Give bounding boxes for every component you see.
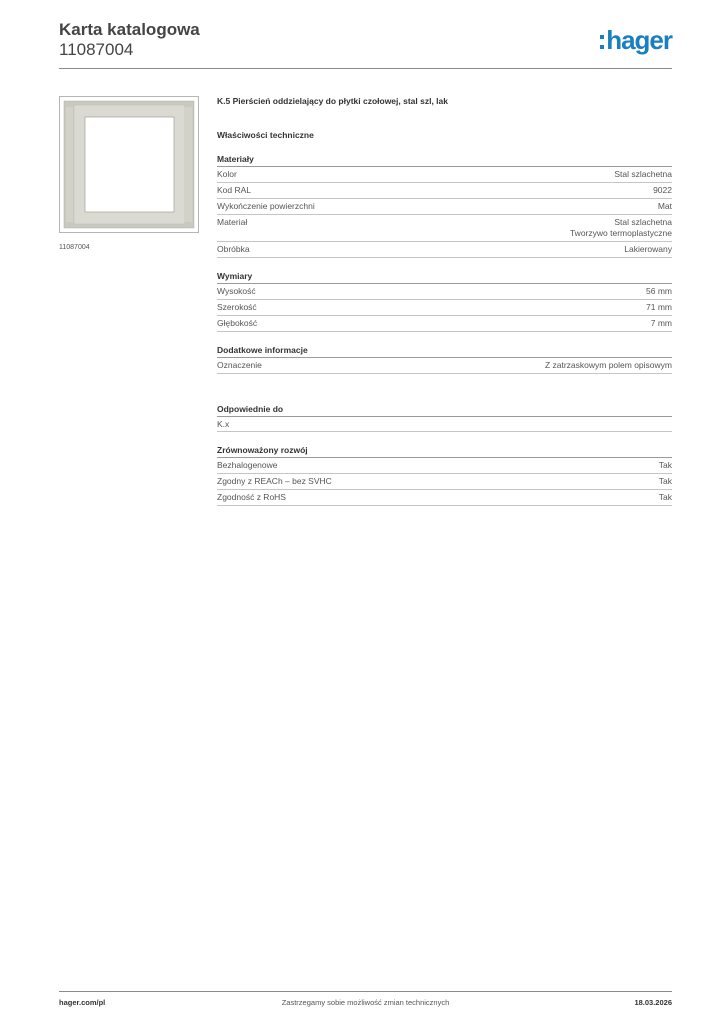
spec-section [217,270,672,332]
product-title: K.5 Pierścień oddzielający do płytki czołowej, stal szl, lak [217,96,449,106]
spec-value: 71 mm [646,302,672,312]
spec-value: Tworzywo termoplastyczne [569,228,672,238]
spec-row [217,215,672,242]
spec-row [217,284,672,300]
spec-label: Kolor [217,169,237,179]
spec-label: Wykończenie powierzchni [217,201,315,211]
spec-row [217,490,672,506]
spec-values [651,318,672,329]
spec-values [659,460,672,471]
spec-label: K.x [217,419,230,429]
hager-logo [600,27,672,53]
product-details [217,95,672,506]
spec-label: Wysokość [217,286,256,296]
section-heading: Wymiary [217,270,672,284]
spec-values [614,169,672,180]
spec-values [659,476,672,487]
spec-row [217,458,672,474]
spec-sections [217,153,672,506]
footer-divider [59,991,672,992]
logo-text: hager [606,25,672,55]
spec-value: Mat [657,201,672,211]
spec-row [217,242,672,258]
section-heading: Zrównoważony rozwój [217,444,672,458]
spec-row [217,474,672,490]
spec-value: Tak [658,476,672,486]
section-heading: Dodatkowe informacje [217,344,672,358]
page-header [59,20,672,68]
spec-values [624,244,672,255]
spec-value: Z zatrzaskowym polem opisowym [544,360,672,370]
spec-value: 9022 [653,185,672,195]
spec-section [217,153,672,258]
spec-section [217,344,672,374]
spec-label: Kod RAL [217,185,252,195]
spec-label: Zgodny z REACh – bez SVHC [217,476,332,486]
spec-row [217,183,672,199]
spec-label: Szerokość [217,302,257,312]
spec-label: Bezhalogenowe [217,460,278,470]
header-divider [59,68,672,69]
spec-row [217,358,672,374]
spec-row [217,199,672,215]
spec-value: 56 mm [646,286,672,296]
spec-values [658,201,672,212]
tech-heading: Właściwości techniczne [217,130,314,140]
logo-colon-icon [600,35,604,49]
separation-frame-icon [60,97,198,232]
footer-disclaimer: Zastrzegamy sobie możliwość zmian technicznych [281,998,450,1007]
section-heading: Odpowiednie do [217,403,672,417]
spec-label: Obróbka [217,244,250,254]
spec-values [646,286,672,297]
product-image [59,96,199,233]
footer-website[interactable]: hager.com/pl [59,998,106,1007]
spec-value: Stal szlachetna [614,217,672,227]
spec-row [217,300,672,316]
spec-values [646,302,672,313]
spec-values [545,360,672,371]
spec-values [659,492,672,503]
spec-value: Stal szlachetna [614,169,672,179]
spec-section [217,444,672,506]
spec-value: Tak [658,492,672,502]
spec-row [217,417,672,432]
page-footer [59,998,672,1010]
spec-section [217,403,672,432]
spec-label: Głębokość [217,318,258,328]
spec-value: Tak [658,460,672,470]
spec-values [653,185,672,196]
spec-values [570,217,672,239]
spec-value: Lakierowany [624,244,672,254]
spec-value: 7 mm [650,318,672,328]
footer-date: 18.03.2026 [634,998,672,1007]
spec-row [217,316,672,332]
document-title: Karta katalogowa [59,20,200,39]
spec-label: Materiał [217,217,248,227]
section-heading: Materiały [217,153,672,167]
spec-row [217,167,672,183]
spec-label: Oznaczenie [217,360,262,370]
product-code: 11087004 [59,40,134,59]
image-caption: 11087004 [59,244,90,251]
spec-label: Zgodność z RoHS [217,492,286,502]
